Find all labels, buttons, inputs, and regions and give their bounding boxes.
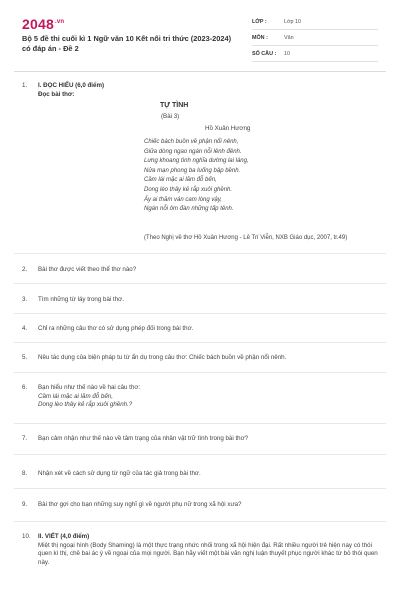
question-divider <box>14 253 386 254</box>
poem-author: Hồ Xuân Hương <box>205 125 251 132</box>
question-9 <box>22 501 382 510</box>
question-2 <box>22 266 382 275</box>
meta-row-count <box>252 46 378 62</box>
poem-line: Dong lèo thây kẻ rắp xuôi ghềnh. <box>144 186 233 193</box>
document-title: Bộ 5 đề thi cuối kì 1 Ngữ văn 10 Kết nối tri thức (2023-2024) có đáp án - Đề 2 <box>22 34 232 53</box>
question-7 <box>22 435 382 444</box>
question-5 <box>22 354 382 363</box>
poem-line: Nửa mạn phong ba luống bập bềnh. <box>144 167 241 174</box>
question-number: 6. <box>22 384 28 391</box>
question-6 <box>22 384 382 410</box>
question-3 <box>22 296 382 305</box>
meta-value: Văn <box>284 34 294 41</box>
question-quote: Cầm lái mặc ai lăm đỗ bến, <box>38 392 113 400</box>
meta-label: MÔN : <box>252 34 268 41</box>
question-8 <box>22 470 382 479</box>
question-quote: Dong lèo thây kẻ rắp xuôi ghềnh.? <box>38 401 133 409</box>
poem-line: Lưng khoang tình nghĩa dường lai láng, <box>144 158 249 165</box>
question-text: Bạn cảm nhận như thế nào về tâm trạng của nhân vật trữ tình trong bài thơ? <box>38 435 249 442</box>
question-text: Nhận xét về cách sử dụng từ ngữ của tác giả trong bài thơ. <box>38 470 201 477</box>
poem-line: Cầm lái mặc ai lăm đỗ bến, <box>144 177 217 184</box>
question-number: 1. <box>22 82 28 89</box>
question-number: 5. <box>22 354 28 361</box>
poem-line: Ngán nỗi ôm đàn những tấp tênh. <box>144 206 234 213</box>
poem-line: Chiếc bách buồn về phận nổi nênh, <box>144 139 239 145</box>
question-text: Nêu tác dụng của biện pháp tu từ ẩn dụ trong câu thơ: Chiếc bách buồn về phận nổi nênh. <box>38 354 287 361</box>
question-number: 10. <box>22 533 31 540</box>
section-heading-writing: II. VIẾT (4,0 điểm) <box>38 533 90 540</box>
question-text: Bạn hiểu như thế nào về hai câu thơ: <box>38 384 141 391</box>
logo-suffix-text: .vn <box>54 19 65 26</box>
question-text: Tìm những từ láy trong bài thơ. <box>38 296 124 303</box>
question-1 <box>22 82 382 99</box>
question-divider <box>14 372 386 373</box>
question-divider <box>14 283 386 284</box>
meta-row-class <box>252 14 378 30</box>
question-10 <box>22 533 384 567</box>
section-heading-reading: I. ĐỌC HIỂU (6,0 điểm) <box>38 82 105 89</box>
question-number: 4. <box>22 325 28 332</box>
site-logo[interactable] <box>22 16 64 32</box>
meta-value: 10 <box>284 50 290 57</box>
header-divider <box>14 71 386 72</box>
question-4 <box>22 325 382 334</box>
question-divider <box>14 488 386 489</box>
poem-lines <box>144 138 249 215</box>
question-divider <box>14 521 386 522</box>
question-divider <box>14 454 386 455</box>
question-text: Bài thơ gợi cho bạn những suy nghĩ gì về người phụ nữ trong xã hội xưa? <box>38 501 242 508</box>
question-text: Chỉ ra những câu thơ có sử dụng phép đối trong bài thơ. <box>38 325 194 332</box>
poem-line: Ấy ai thăm ván cam lòng vậy, <box>144 196 222 203</box>
exam-meta <box>252 14 378 62</box>
question-number: 7. <box>22 435 28 442</box>
question-text: Bài thơ được viết theo thể thơ nào? <box>38 266 137 273</box>
question-number: 2. <box>22 266 28 273</box>
poem-subtitle: (Bài 3) <box>161 113 180 120</box>
question-number: 3. <box>22 296 28 303</box>
question-number: 9. <box>22 501 28 508</box>
question-text: Miệt thị ngoại hình (Body Shaming) là một thực trạng nhức nhối trong xã hội hiện đại. Rất nhiều người trẻ hiện nay có thói quen kì thị, chê bai ác ý về ngoại của mọi người. Bạn hãy viết một bài văn nghị luận thuyết phục người khác từ bỏ thói quen này. <box>38 541 378 566</box>
question-divider <box>14 342 386 343</box>
question-divider <box>14 423 386 424</box>
poem-source: (Theo Nghị về thơ Hồ Xuân Hương - Lê Trí Viễn, NXB Giáo dục, 2007, tr.49) <box>144 235 348 241</box>
meta-label: LỚP : <box>252 18 267 25</box>
meta-value: Lớp 10 <box>284 18 302 25</box>
question-number: 8. <box>22 470 28 477</box>
meta-row-subject <box>252 30 378 46</box>
poem-line: Giữa dòng ngao ngán nỗi lênh đênh. <box>144 148 242 155</box>
question-divider <box>14 313 386 314</box>
logo-main-text: 2048 <box>22 16 54 32</box>
meta-label: SỐ CÂU : <box>252 50 277 57</box>
reading-instruction: Đọc bài thơ: <box>38 90 75 98</box>
poem-title: TỰ TÌNH <box>160 102 189 109</box>
